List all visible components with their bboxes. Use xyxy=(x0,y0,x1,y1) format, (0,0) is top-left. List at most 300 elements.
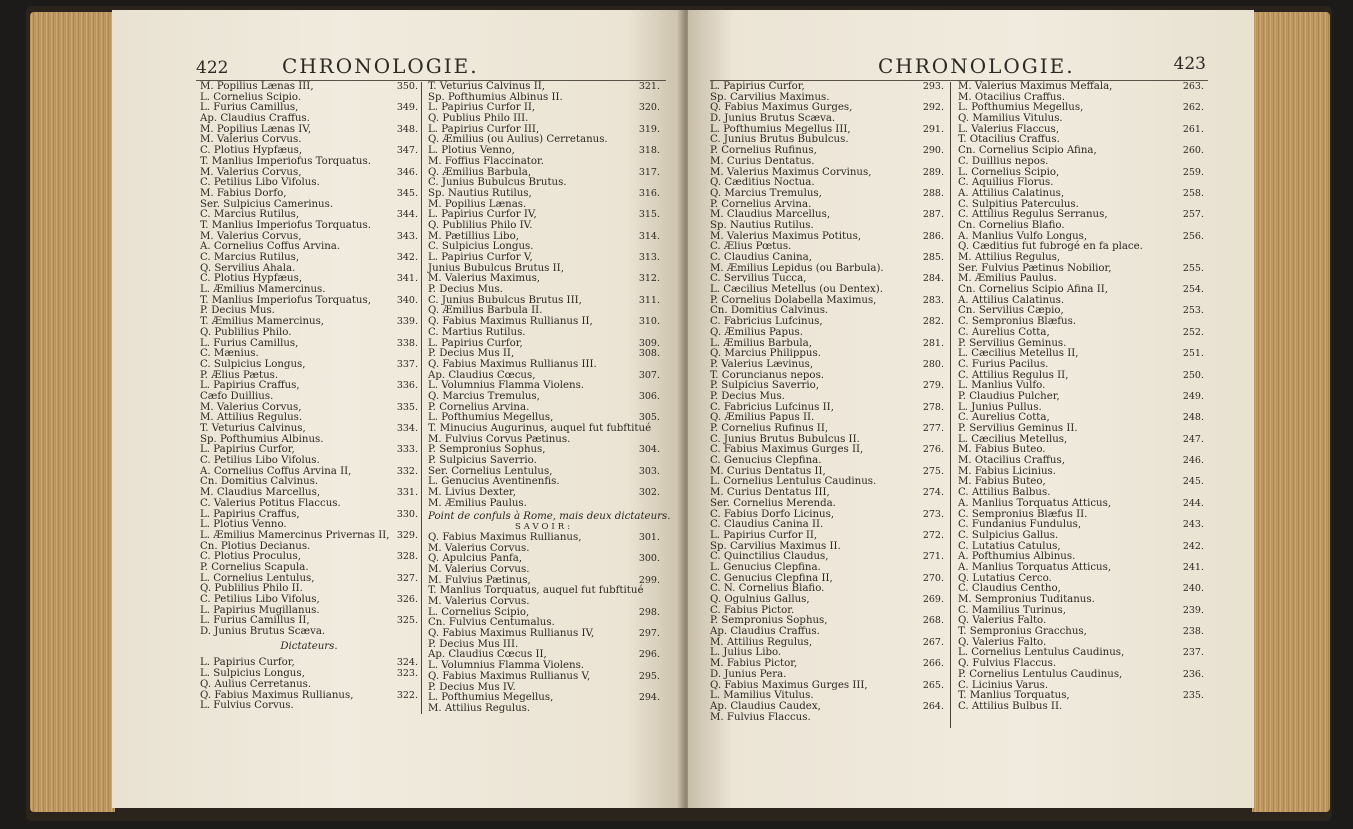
consul-name: Q. Marcius Philippus. xyxy=(710,348,821,360)
consul-name: L. Plotius Venno. xyxy=(200,519,287,531)
consul-name: Cn. Cornelius Blafio. xyxy=(958,219,1065,231)
year-number: 259. xyxy=(1182,166,1204,178)
year-number: 304. xyxy=(638,444,660,456)
year-number: 291. xyxy=(922,123,944,135)
year-number: 316. xyxy=(638,187,660,199)
right-page-number: 423 xyxy=(1173,54,1206,74)
consul-name: C. Claudius Canina II. xyxy=(710,519,824,531)
consul-name: Ser. Fulvius Pætinus Nobilior, xyxy=(958,262,1112,274)
consul-name: L. Furius Camillus, xyxy=(200,102,299,114)
year-number: 264. xyxy=(922,700,944,712)
consul-name: Q. Lutatius Cerco. xyxy=(958,572,1052,584)
consul-name: A. Manlius Torquatus Atticus, xyxy=(958,497,1112,509)
consul-name: Q. Aulius Cerretanus. xyxy=(200,678,312,690)
consul-name: C. Petilius Libo Vifolus, xyxy=(200,594,320,605)
year-number: 292. xyxy=(922,102,944,114)
consul-name: T. Manlius Imperiofus Torquatus, xyxy=(200,294,371,306)
consul-name: L. Julius Libo. xyxy=(710,647,782,659)
consul-name: C. Genucius Clepfina II, xyxy=(710,572,833,584)
consul-name: Ap. Claudius Cœcus II, xyxy=(428,649,547,661)
year-number: 327. xyxy=(396,572,418,584)
consul-name: M. Pætillius Libo, xyxy=(428,230,519,242)
consul-name: L. Æmilius Mamercinus. xyxy=(200,284,326,296)
right-page-header xyxy=(710,54,1206,80)
left-page xyxy=(112,10,684,808)
year-number: 263. xyxy=(1182,81,1204,92)
consul-name: C. Petilius Libo Vifolus. xyxy=(200,455,320,467)
consul-entry xyxy=(958,189,1204,200)
consul-name: M. Valerius Maximus, xyxy=(428,273,541,285)
consul-name: M. Valerius Maximus Corvinus, xyxy=(710,166,872,178)
consul-name: Ap. Claudius Craffus. xyxy=(710,626,820,638)
consul-name: L. Papirius Curfor, xyxy=(428,337,523,349)
consul-name: L. Sulpicius Longus, xyxy=(200,668,305,680)
section-heading-dictateurs: Dictateurs. xyxy=(280,640,338,652)
consul-name: Cn. Cornelius Scipio Afina II, xyxy=(958,284,1108,296)
consul-entry xyxy=(958,499,1204,510)
consul-name: A. Manlius Vulfo Longus, xyxy=(958,230,1088,242)
year-number: 245. xyxy=(1182,476,1204,488)
consul-name: Q. Mamilius Vitulus. xyxy=(958,113,1063,125)
consul-name: M. Fabius Buteo, xyxy=(958,476,1046,488)
consul-entry xyxy=(710,157,944,168)
consul-name: T. Coruncianus nepos. xyxy=(710,369,825,381)
year-number: 271. xyxy=(922,551,944,563)
year-number: 343. xyxy=(396,230,418,242)
consul-name: Junius Bubulcus Brutus II, xyxy=(428,262,564,274)
year-number: 257. xyxy=(1182,209,1204,221)
consul-name: C. N. Cornelius Blafio. xyxy=(710,583,825,595)
consul-name: M. Claudius Marcellus, xyxy=(710,209,831,221)
year-number: 284. xyxy=(922,273,944,285)
consul-name: L. Cornelius Scipio, xyxy=(958,166,1060,178)
consul-entry xyxy=(428,499,660,510)
consul-name: D. Junius Pera. xyxy=(710,668,787,680)
consul-name: P. Decius Mus IV. xyxy=(428,681,516,693)
consul-name: M. Fulvius Flaccus. xyxy=(710,711,811,723)
consul-name: L. Papirius Curfor II, xyxy=(710,529,818,541)
consul-name: M. Popilius Lænas III, xyxy=(200,81,314,92)
consul-name: L. Cornelius Lentulus Caudinus, xyxy=(958,647,1125,659)
consul-name: M. Æmilius Lepidus (ou Barbula). xyxy=(710,262,884,274)
consul-name: C. Junius Brutus Bubulcus II. xyxy=(710,433,860,445)
year-number: 294. xyxy=(638,692,660,704)
consul-name: Ap. Claudius Caudex, xyxy=(710,700,821,712)
year-number: 344. xyxy=(396,209,418,221)
year-number: 337. xyxy=(396,358,418,370)
consul-entry xyxy=(710,189,944,200)
consul-name: T. Otacilius Craffus. xyxy=(958,134,1060,146)
consul-entry xyxy=(428,704,660,715)
consul-name: Q. Fabius Maximus Rullianus, xyxy=(428,531,582,543)
consul-entry xyxy=(958,702,1204,713)
consul-name: P. Cornelius Rufinus II, xyxy=(710,423,829,434)
consul-name: C. Junius Bubulcus Brutus. xyxy=(428,177,567,189)
consul-name: Ser. Cornelius Merenda. xyxy=(710,497,836,509)
consul-entry xyxy=(428,157,660,168)
right-column-divider xyxy=(950,82,951,728)
year-number: 265. xyxy=(922,679,944,691)
left-page-title: CHRONOLOGIE. xyxy=(282,54,479,78)
consul-name: P. Sulpicius Saverrio. xyxy=(428,455,537,467)
consul-entry xyxy=(710,531,944,542)
consul-name: C. Aurelius Cotta, xyxy=(958,412,1050,424)
consul-name: L. Pofthumius Megellus, xyxy=(958,102,1084,114)
year-number: 328. xyxy=(396,551,418,563)
consul-name: C. Sempronius Blæfus II. xyxy=(958,508,1088,520)
year-number: 307. xyxy=(638,369,660,381)
consul-name: Q. Fabius Maximus Gurges, xyxy=(710,102,853,114)
consul-name: M. Otacilius Craffus, xyxy=(958,455,1065,467)
consul-name: A. Cornelius Coffus Arvina. xyxy=(200,241,341,253)
year-number: 303. xyxy=(638,465,660,477)
consul-name: M. Fabius Dorfo, xyxy=(200,187,287,199)
year-number: 329. xyxy=(396,529,418,541)
consul-name: C. Fabius Dorfo Licinus, xyxy=(710,508,835,520)
consul-name: C. Junius Bubulcus Brutus III, xyxy=(428,294,582,306)
consul-name: C. Marcius Rutilus, xyxy=(200,252,300,263)
consul-name: C. Martius Rutilus. xyxy=(428,326,526,338)
consul-entry xyxy=(710,360,944,371)
consul-name: M. Livius Dexter, xyxy=(428,487,517,499)
consul-name: P. Cornelius Dolabella Maximus, xyxy=(710,294,877,306)
year-number: 278. xyxy=(922,401,944,413)
consul-name: Q. Cæditius fut fubrogé en fa place. xyxy=(958,241,1143,253)
consul-name: M. Curius Dentatus II, xyxy=(710,465,826,477)
consul-name: P. Sempronius Sophus, xyxy=(710,615,828,627)
consul-name: Cn. Cornelius Scipio Afina, xyxy=(958,145,1097,157)
consul-name: C. Attilius Regulus II, xyxy=(958,369,1069,381)
consul-name: Q. Æmilius Barbula II. xyxy=(428,305,543,317)
consul-name: M. Æmilius Paulus. xyxy=(958,273,1057,285)
consul-name: C. Servilius Tucca, xyxy=(710,273,807,285)
year-number: 244. xyxy=(1182,497,1204,509)
year-number: 295. xyxy=(638,670,660,682)
year-number: 282. xyxy=(922,316,944,328)
consul-name: C. Sulpicius Gallus. xyxy=(958,529,1059,541)
year-number: 247. xyxy=(1182,433,1204,445)
consul-name: T. Manlius Torquatus, xyxy=(958,690,1070,702)
consul-name: M. Valerius Corvus. xyxy=(428,596,530,607)
consul-name: Sp. Nautius Rutilus. xyxy=(710,219,814,231)
consul-name: Ap. Claudius Craffus. xyxy=(200,113,310,125)
consul-name: M. Popilius Lænas. xyxy=(428,198,527,210)
consul-name: A. Attilius Calatinus. xyxy=(958,294,1065,306)
consul-name: P. Servilius Geminus. xyxy=(958,337,1067,349)
consul-name: L. Genucius Clepfina. xyxy=(710,561,821,573)
consul-name: Q. Ogulnius Gallus, xyxy=(710,594,810,605)
year-number: 272. xyxy=(922,529,944,541)
consul-entry xyxy=(200,328,418,339)
year-number: 235. xyxy=(1182,690,1204,702)
consul-entry xyxy=(200,701,418,712)
year-number: 312. xyxy=(638,273,660,285)
consul-name: M. Valerius Corvus. xyxy=(428,542,530,554)
savoir-heading: SAVOIR: xyxy=(514,522,574,533)
consul-name: C. Aquilius Florus. xyxy=(958,177,1054,189)
consul-name: C. Fabricius Lufcinus II, xyxy=(710,401,834,413)
year-number: 317. xyxy=(638,166,660,178)
consul-name: Q. Æmilius Papus II. xyxy=(710,412,815,424)
consul-name: P. Servilius Geminus II. xyxy=(958,423,1078,434)
year-number: 256. xyxy=(1182,230,1204,242)
consul-entry xyxy=(710,670,944,681)
consul-name: M. Valerius Corvus, xyxy=(200,401,302,413)
consul-name: L. Furius Camillus II, xyxy=(200,615,310,627)
year-number: 260. xyxy=(1182,145,1204,157)
consul-name: C. Genucius Clepfina. xyxy=(710,455,822,467)
consul-name: Q. Publius Philo III. xyxy=(428,113,529,125)
year-number: 319. xyxy=(638,123,660,135)
consul-name: L. Papirius Curfor IV, xyxy=(428,209,537,221)
consul-name: Cn. Domitius Calvinus. xyxy=(200,476,319,488)
consul-name: Q. Publilius Philo II. xyxy=(200,583,303,595)
consul-name: M. Valerius Maximus Potitus, xyxy=(710,230,862,242)
consul-name: Cn. Plotius Decianus. xyxy=(200,540,311,552)
consul-name: Q. Cæditius Noctua. xyxy=(710,177,815,189)
consul-name: C. Plotius Proculus, xyxy=(200,551,301,563)
year-number: 318. xyxy=(638,145,660,157)
year-number: 349. xyxy=(396,102,418,114)
year-number: 276. xyxy=(922,444,944,456)
consul-name: M. Claudius Marcellus, xyxy=(200,487,321,499)
consul-name: M. Valerius Corvus. xyxy=(200,134,302,146)
consul-name: T. Manlius Imperiofus Torquatus. xyxy=(200,155,371,167)
consul-name: C. Mænius. xyxy=(200,348,259,360)
year-number: 280. xyxy=(922,358,944,370)
year-number: 237. xyxy=(1182,647,1204,659)
consul-name: A. Attilius Calatinus, xyxy=(958,187,1065,199)
consul-name: L. Valerius Flaccus, xyxy=(958,123,1060,135)
year-number: 293. xyxy=(922,81,944,92)
year-number: 302. xyxy=(638,487,660,499)
consul-name: L. Æmilius Barbula, xyxy=(710,337,812,349)
year-number: 275. xyxy=(922,465,944,477)
consul-name: M. Fabius Licinius. xyxy=(958,465,1056,477)
year-number: 311. xyxy=(638,294,660,306)
consul-name: P. Claudius Pulcher, xyxy=(958,390,1060,402)
consul-name: T. Veturius Calvinus, xyxy=(200,423,306,434)
year-number: 301. xyxy=(638,531,660,543)
year-number: 339. xyxy=(396,316,418,328)
consul-name: M. Attilius Regulus, xyxy=(958,252,1061,263)
consul-name: Sp. Carvilius Maximus II. xyxy=(710,540,841,552)
year-number: 340. xyxy=(396,294,418,306)
consul-entry xyxy=(200,189,418,200)
consul-name: L. Volumnius Flamma Violens. xyxy=(428,660,585,672)
year-number: 306. xyxy=(638,390,660,402)
consul-entry xyxy=(428,328,660,339)
year-number: 345. xyxy=(396,187,418,199)
consul-name: C. Valerius Potitus Flaccus. xyxy=(200,497,341,509)
year-number: 320. xyxy=(638,102,660,114)
consul-name: Cn. Fulvius Centumalus. xyxy=(428,617,555,629)
consul-name: T. Minucius Augurinus, auquel fut fubftitué xyxy=(428,423,652,434)
consul-name: T. Sempronius Gracchus, xyxy=(958,626,1087,638)
year-number: 298. xyxy=(638,606,660,618)
year-number: 333. xyxy=(396,444,418,456)
consul-name: C. Fabius Pictor. xyxy=(710,604,795,616)
year-number: 243. xyxy=(1182,519,1204,531)
consul-name: C. Fundanius Fundulus, xyxy=(958,519,1082,531)
year-number: 241. xyxy=(1182,561,1204,573)
consul-name: M. Otacilius Craffus. xyxy=(958,91,1065,103)
consul-name: C. Furius Pacilus. xyxy=(958,358,1049,370)
year-number: 342. xyxy=(396,252,418,263)
year-number: 252. xyxy=(1182,326,1204,338)
consul-name: Q. Valerius Falto. xyxy=(958,615,1047,627)
consul-entry xyxy=(428,189,660,200)
consul-name: L. Junius Pullus. xyxy=(958,401,1042,413)
year-number: 270. xyxy=(922,572,944,584)
year-number: 283. xyxy=(922,294,944,306)
year-number: 331. xyxy=(396,487,418,499)
consul-entry xyxy=(200,680,418,691)
consul-name: M. Popilius Lænas IV, xyxy=(200,123,312,135)
consul-name: L. Cornelius Scipio, xyxy=(428,606,530,618)
consul-name: P. Cornelius Arvina. xyxy=(428,401,530,413)
consul-name: L. Papirius Curfor, xyxy=(710,81,805,92)
consul-name: C. Plotius Hypfæus, xyxy=(200,273,303,285)
consul-name: C. Attilius Balbus. xyxy=(958,487,1051,499)
consul-name: M. Fulvius Pætinus, xyxy=(428,574,531,586)
consul-name: Q. Æmilius (ou Aulius) Cerretanus. xyxy=(428,134,608,146)
year-number: 321. xyxy=(638,81,660,92)
consul-name: C. Aurelius Cotta, xyxy=(958,326,1050,338)
consul-name: T. Manlius Torquatus, auquel fut fubftitué xyxy=(428,585,644,597)
consul-entry xyxy=(958,531,1204,542)
year-number: 309. xyxy=(638,337,660,349)
consul-name: L. Pofthumius Megellus, xyxy=(428,412,554,424)
consul-entry xyxy=(428,360,660,371)
consul-name: M. Valerius Corvus. xyxy=(428,563,530,575)
consul-name: C. Sulpicius Longus, xyxy=(200,358,306,370)
consul-name: P. Cornelius Rufinus, xyxy=(710,145,817,157)
year-number: 290. xyxy=(922,145,944,157)
right-column-1 xyxy=(710,82,944,723)
year-number: 315. xyxy=(638,209,660,221)
consul-name: P. Decius Mus II, xyxy=(428,348,515,360)
year-number: 255. xyxy=(1182,262,1204,274)
year-number: 314. xyxy=(638,230,660,242)
consul-entry xyxy=(200,499,418,510)
consul-name: Q. Publilius Philo. xyxy=(200,326,292,338)
consul-name: C. Plotius Hypfæus, xyxy=(200,145,303,157)
consul-name: L. Cæcilius Metellus, xyxy=(958,433,1068,445)
year-number: 242. xyxy=(1182,540,1204,552)
consul-name: C. Lutatius Catulus, xyxy=(958,540,1061,552)
consul-name: L. Cornelius Lentulus, xyxy=(200,572,315,584)
year-number: 239. xyxy=(1182,604,1204,616)
year-number: 350. xyxy=(396,81,418,92)
year-number: 348. xyxy=(396,123,418,135)
year-number: 305. xyxy=(638,412,660,424)
consul-name: Ser. Sulpicius Camerinus. xyxy=(200,198,334,210)
consul-name: L. Papirius Craffus, xyxy=(200,380,300,392)
consul-name: C. Fabricius Lufcinus, xyxy=(710,316,823,328)
consul-name: M. Curius Dentatus III, xyxy=(710,487,830,499)
consul-name: Cn. Domitius Calvinus. xyxy=(710,305,829,317)
consul-name: P. Decius Mus. xyxy=(710,390,785,402)
consul-name: Sp. Pofthumius Albinus. xyxy=(200,433,324,445)
year-number: 279. xyxy=(922,380,944,392)
consul-name: Q. Servilius Ahala. xyxy=(200,262,296,274)
year-number: 240. xyxy=(1182,583,1204,595)
consul-name: C. Licinius Varus. xyxy=(958,679,1049,691)
consul-name: Ap. Claudius Cœcus, xyxy=(428,369,536,381)
consul-name: M. Foffius Flaccinator. xyxy=(428,155,544,167)
consul-entry xyxy=(958,360,1204,371)
consul-name: Q. Fabius Maximus Gurges III, xyxy=(710,679,868,691)
year-number: 332. xyxy=(396,465,418,477)
year-number: 334. xyxy=(396,423,418,434)
year-number: 248. xyxy=(1182,412,1204,424)
consul-name: Q. Fabius Maximus Rullianus V, xyxy=(428,670,591,682)
consul-name: A. Pofthumius Albinus. xyxy=(958,551,1076,563)
year-number: 325. xyxy=(396,615,418,627)
year-number: 249. xyxy=(1182,390,1204,402)
right-page-title: CHRONOLOGIE. xyxy=(878,54,1075,78)
consul-name: P. Valerius Lævinus, xyxy=(710,358,814,370)
consul-entry xyxy=(200,531,418,542)
consul-name: L. Cæcilius Metellus (ou Dentex). xyxy=(710,284,883,296)
year-number: 287. xyxy=(922,209,944,221)
consul-entry xyxy=(200,360,418,371)
consul-name: A. Cornelius Coffus Arvina II, xyxy=(200,465,352,477)
consul-name: M. Valerius Maximus Meffala, xyxy=(958,81,1113,92)
consul-name: L. Papirius Curfor III, xyxy=(428,123,540,135)
year-number: 258. xyxy=(1182,187,1204,199)
consul-name: Q. Æmilius Papus. xyxy=(710,326,803,338)
consul-entry xyxy=(958,157,1204,168)
year-number: 253. xyxy=(1182,305,1204,317)
consul-name: P. Decius Mus. xyxy=(428,284,503,296)
consul-name: C. Ælius Pœtus. xyxy=(710,241,792,253)
consul-name: L. Volumnius Flamma Violens. xyxy=(428,380,585,392)
year-number: 326. xyxy=(396,594,418,605)
consul-name: C. Sulpitius Paterculus. xyxy=(958,198,1079,210)
year-number: 341. xyxy=(396,273,418,285)
consul-name: M. Fulvius Corvus Pætinus. xyxy=(428,433,571,445)
consul-name: Sp. Carvilius Maximus. xyxy=(710,91,830,103)
consul-name: D. Junius Brutus Scæva. xyxy=(200,626,326,638)
consul-name: L. Fulvius Corvus. xyxy=(200,700,294,712)
consul-entry xyxy=(710,499,944,510)
consul-entry xyxy=(428,533,660,544)
consul-name: L. Papirius Curfor V, xyxy=(428,252,533,263)
consul-name: C. Attilius Regulus Serranus, xyxy=(958,209,1108,221)
left-column-divider xyxy=(421,82,422,714)
dictators-note: Point de confuls à Rome, mais deux dictateurs. xyxy=(428,510,671,522)
consul-name: L. Mamilius Vitulus. xyxy=(710,690,814,702)
consul-name: L. Æmilius Mamercinus Privernas II, xyxy=(200,529,390,541)
consul-name: Q. Fabius Maximus Rullianus, xyxy=(200,689,354,701)
consul-name: Q. Fabius Maximus Rullianus III. xyxy=(428,358,597,370)
consul-name: Q. Marcius Tremulus, xyxy=(710,187,822,199)
year-number: 246. xyxy=(1182,455,1204,467)
consul-name: C. Claudius Centho, xyxy=(958,583,1061,595)
consul-name: P. Cornelius Scapula. xyxy=(200,561,309,573)
year-number: 300. xyxy=(638,553,660,565)
consul-name: C. Mamilius Turinus, xyxy=(958,604,1066,616)
consul-entry xyxy=(428,672,660,683)
consul-name: Cæfo Duillius. xyxy=(200,390,274,402)
consul-entry xyxy=(710,328,944,339)
consul-entry xyxy=(710,713,944,724)
consul-name: C. Quinctilius Claudus, xyxy=(710,551,829,563)
year-number: 251. xyxy=(1182,348,1204,360)
year-number: 268. xyxy=(922,615,944,627)
